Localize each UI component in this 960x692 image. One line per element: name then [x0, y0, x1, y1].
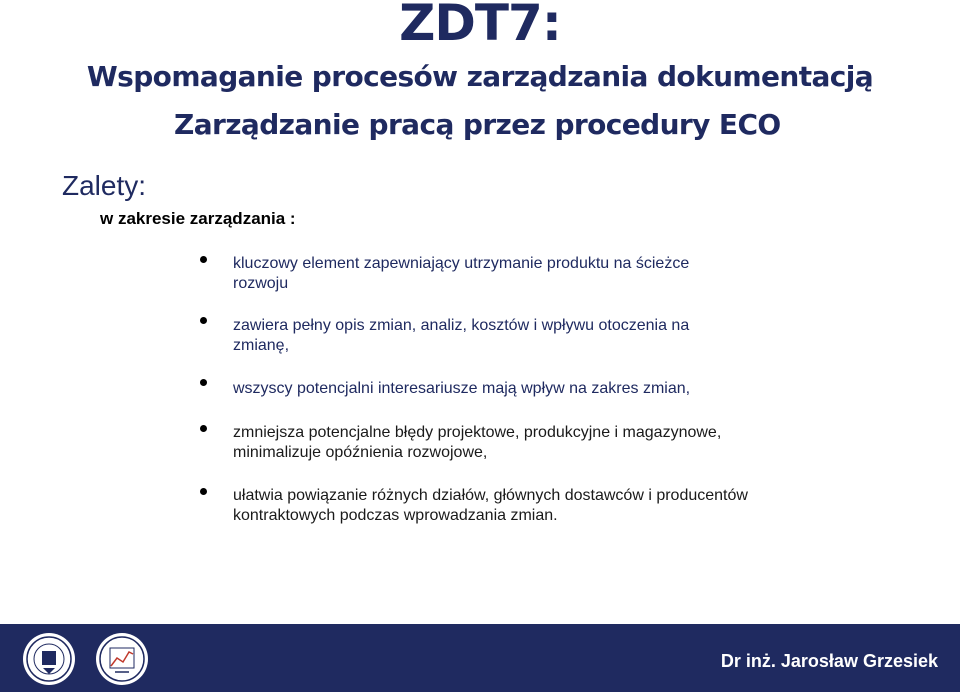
- list-item: [233, 254, 853, 294]
- bullet-icon: [200, 256, 207, 263]
- scope-label: w zakresie zarządzania :: [100, 209, 296, 228]
- bullet-icon: [200, 425, 207, 432]
- faculty-seal-icon: [95, 632, 149, 686]
- list-item-line: zmianę,: [233, 337, 290, 354]
- list-item: [233, 486, 853, 526]
- slide-title: ZDT7:: [399, 0, 561, 52]
- list-item-line: wszyscy potencjalni interesariusze mają wpływ na zakres zmian,: [233, 380, 691, 397]
- list-item-line: ułatwia powiązanie różnych działów, głównych dostawców i producentów: [233, 487, 748, 504]
- author-name: Dr inż. Jarosław Grzesiek: [720, 651, 938, 671]
- list-item-line: zawiera pełny opis zmian, analiz, kosztów i wpływu otoczenia na: [233, 317, 690, 334]
- advantages-heading: Zalety:: [62, 170, 147, 201]
- bullet-icon: [200, 488, 207, 495]
- list-item-line: minimalizuje opóźnienia rozwojowe,: [233, 444, 488, 461]
- list-item-line: kontraktowych podczas wprowadzania zmian.: [233, 507, 558, 524]
- university-seal-icon: [22, 632, 76, 686]
- list-item: [233, 423, 853, 463]
- list-item-line: rozwoju: [233, 275, 289, 292]
- list-item: [233, 379, 853, 399]
- list-item-line: kluczowy element zapewniający utrzymanie produktu na ścieżce: [233, 255, 690, 272]
- bullet-icon: [200, 317, 207, 324]
- slide-subtitle-secondary: Zarządzanie pracą przez procedury ECO: [174, 108, 781, 141]
- list-item: [233, 316, 853, 356]
- list-item-line: zmniejsza potencjalne błędy projektowe, produkcyjne i magazynowe,: [233, 424, 722, 441]
- footer-bar: [0, 624, 960, 692]
- slide-subtitle: Wspomaganie procesów zarządzania dokumentacją: [86, 60, 874, 93]
- bullet-icon: [200, 379, 207, 386]
